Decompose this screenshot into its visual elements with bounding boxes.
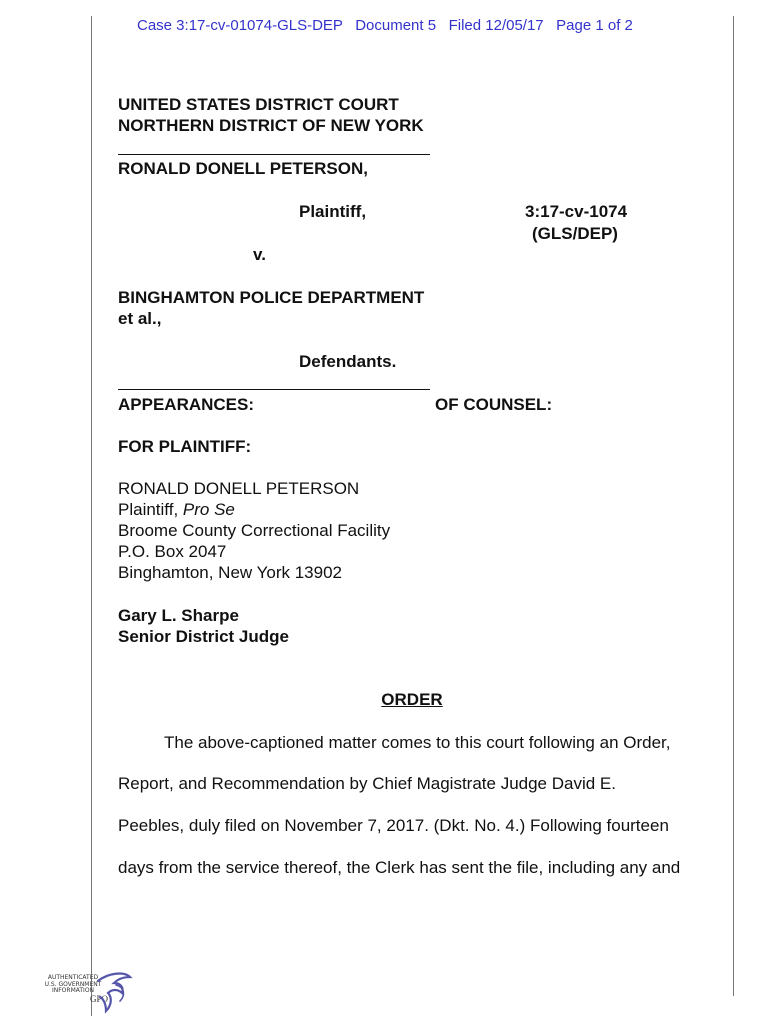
caption-top-rule bbox=[118, 154, 430, 155]
header-case: Case 3:17-cv-01074-GLS-DEP bbox=[137, 17, 343, 34]
court-name: UNITED STATES DISTRICT COURT bbox=[118, 95, 399, 114]
order-body-line-4: days from the service thereof, the Clerk has sent the file, including any and bbox=[118, 858, 681, 877]
order-body-line-1: The above-captioned matter comes to this court following an Order, bbox=[164, 733, 671, 752]
seal-line-1: AUTHENTICATED bbox=[47, 974, 99, 981]
appearances-heading: APPEARANCES: bbox=[118, 395, 255, 414]
caption-bottom-rule bbox=[118, 389, 430, 390]
defendant-name: BINGHAMTON POLICE DEPARTMENT bbox=[118, 288, 425, 307]
order-body-line-2: Report, and Recommendation by Chief Magistrate Judge David E. bbox=[118, 774, 616, 793]
judge-title: Senior District Judge bbox=[118, 627, 289, 646]
judge-name: Gary L. Sharpe bbox=[118, 606, 239, 625]
seal-line-2: U.S. GOVERNMENT bbox=[44, 980, 102, 988]
order-body-line-3: Peebles, duly filed on November 7, 2017. (Dkt. No. 4.) Following fourteen bbox=[118, 816, 669, 835]
appearance-role-pro-se: Pro Se bbox=[182, 500, 235, 519]
appearance-name: RONALD DONELL PETERSON bbox=[118, 479, 360, 498]
header-page: Page 1 of 2 bbox=[556, 17, 633, 34]
plaintiff-name: RONALD DONELL PETERSON, bbox=[118, 159, 368, 178]
versus: v. bbox=[253, 245, 266, 264]
seal-line-3: INFORMATION bbox=[51, 987, 95, 994]
case-judges: (GLS/DEP) bbox=[532, 224, 618, 243]
defendant-etal: et al., bbox=[118, 309, 162, 328]
plaintiff-label: Plaintiff, bbox=[299, 202, 367, 221]
order-title: ORDER bbox=[381, 690, 443, 709]
of-counsel-heading: OF COUNSEL: bbox=[435, 395, 553, 414]
eagle-icon bbox=[94, 971, 134, 1017]
left-margin-line bbox=[91, 16, 92, 1016]
right-margin-line bbox=[733, 16, 734, 996]
header-document: Document 5 bbox=[355, 17, 437, 34]
case-header bbox=[137, 17, 633, 34]
for-plaintiff-heading: FOR PLAINTIFF: bbox=[118, 437, 252, 456]
gpo-mark: GPO bbox=[90, 994, 109, 1004]
appearance-role-prefix: Plaintiff, bbox=[118, 500, 183, 519]
court-district: NORTHERN DISTRICT OF NEW YORK bbox=[118, 116, 424, 135]
appearance-address-2: P.O. Box 2047 bbox=[118, 542, 227, 561]
gpo-authentication-seal bbox=[44, 971, 134, 1019]
defendant-label: Defendants. bbox=[299, 352, 397, 371]
appearance-address-3: Binghamton, New York 13902 bbox=[118, 563, 342, 582]
appearance-role bbox=[118, 499, 235, 520]
case-number: 3:17-cv-1074 bbox=[525, 202, 628, 221]
header-filed: Filed 12/05/17 bbox=[448, 17, 544, 34]
appearance-address-1: Broome County Correctional Facility bbox=[118, 521, 391, 540]
